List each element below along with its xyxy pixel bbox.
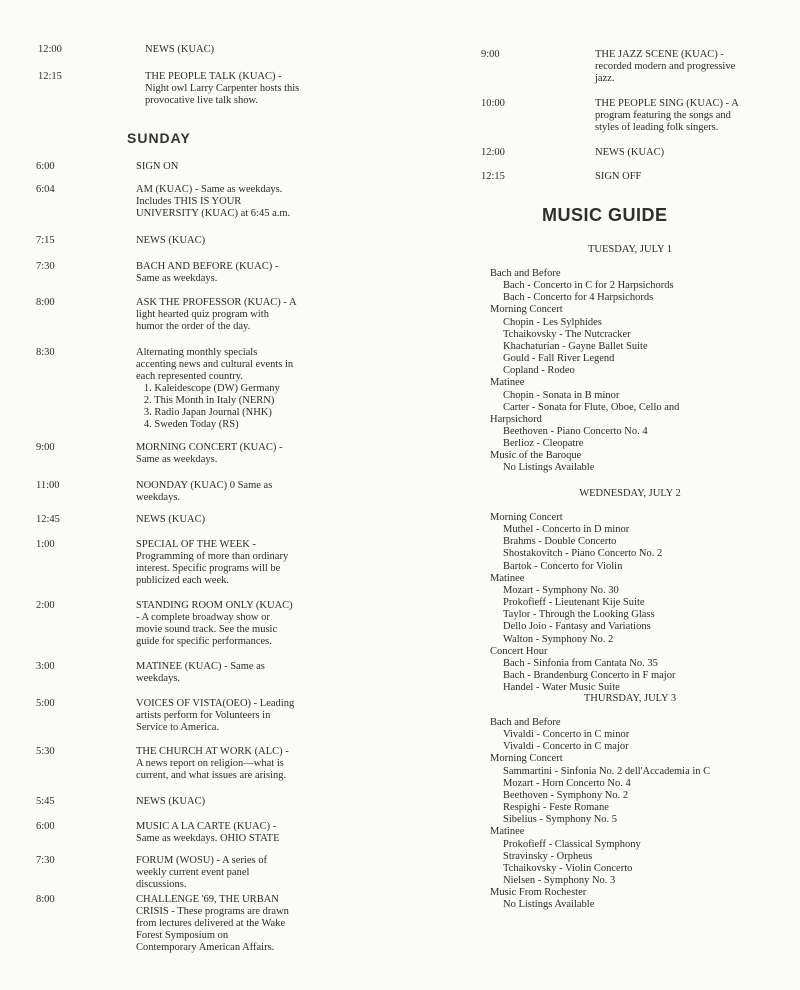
program-description-line: Alternating monthly specials — [136, 347, 258, 358]
time-slot: 10:00 — [481, 98, 505, 109]
guide-listing: Respighi - Feste Romane — [503, 802, 609, 814]
time-slot: 7:30 — [36, 855, 55, 866]
program-description-line: humor the order of the day. — [136, 321, 251, 332]
guide-listing: Chopin - Les Sylphides — [503, 316, 602, 328]
program-description-line: Night owl Larry Carpenter hosts this — [145, 83, 300, 94]
program-description-line: THE PEOPLE SING (KUAC) - A — [595, 98, 739, 109]
guide-listing: Walton - Symphony No. 2 — [503, 633, 614, 645]
time-slot: 3:00 — [36, 661, 55, 672]
guide-program-category: Matinee — [490, 377, 525, 389]
guide-listing: Harpsichord — [490, 413, 542, 425]
time-slot: 12:00 — [38, 44, 62, 55]
guide-program-category: Bach and Before — [490, 717, 561, 728]
time-slot: 7:30 — [36, 261, 55, 272]
time-slot: 2:00 — [36, 600, 55, 611]
guide-program-category: Morning Concert — [490, 753, 563, 765]
guide-listing: Carter - Sonata for Flute, Oboe, Cello and — [503, 401, 680, 413]
time-slot: 1:00 — [36, 539, 55, 550]
program-description-line: FORUM (WOSU) - A series of — [136, 855, 267, 866]
time-slot: 7:15 — [36, 235, 55, 246]
guide-listing: Prokofieff - Lieutenant Kije Suite — [503, 597, 645, 609]
program-description-line: weekdays. — [136, 673, 181, 684]
guide-listing: Taylor - Through the Looking Glass — [503, 609, 655, 621]
guide-listing: No Listings Available — [503, 899, 595, 911]
guide-listing: Sibelius - Symphony No. 5 — [503, 814, 618, 826]
program-description-line: jazz. — [595, 73, 615, 84]
time-slot: 6:04 — [36, 184, 55, 195]
program-description-line: 2. This Month in Italy (NERN) — [136, 395, 275, 406]
guide-listing: Muthel - Concerto in D minor — [503, 524, 630, 536]
program-description-line: provocative live talk show. — [145, 95, 259, 106]
guide-listing: Bach - Sinfonia from Cantata No. 35 — [503, 657, 658, 669]
time-slot: 12:15 — [38, 71, 62, 82]
program-description-line: guide for specific performances. — [136, 636, 272, 647]
guide-listing: Prokofieff - Classical Symphony — [503, 838, 641, 850]
program-description-line: Forest Symposium on — [136, 930, 229, 941]
program-description-line: Includes THIS IS YOUR — [136, 196, 242, 207]
guide-program-category: Matinee — [490, 826, 525, 838]
program-description-line: STANDING ROOM ONLY (KUAC) — [136, 600, 293, 611]
guide-listing: Mozart - Symphony No. 30 — [503, 584, 619, 596]
time-slot: 5:30 — [36, 746, 55, 757]
program-description-line: 3. Radio Japan Journal (NHK) — [136, 407, 272, 418]
program-description-line: A news report on religion—what is — [136, 758, 284, 769]
program-description-line: NEWS (KUAC) — [145, 44, 215, 55]
sunday-heading: SUNDAY — [127, 130, 191, 146]
guide-listing: Bartok - Concerto for Violin — [503, 560, 623, 572]
program-description-line: MATINEE (KUAC) - Same as — [136, 661, 265, 672]
program-description-line: THE JAZZ SCENE (KUAC) - — [595, 49, 724, 60]
program-description-line: weekly current event panel — [136, 867, 250, 878]
program-description-line: NEWS (KUAC) — [136, 514, 206, 525]
time-slot: 8:30 — [36, 347, 55, 358]
time-slot: 5:45 — [36, 796, 55, 807]
guide-program-category: Music From Rochester — [490, 887, 587, 899]
guide-listing: Mozart - Horn Concerto No. 4 — [503, 777, 631, 789]
guide-program-category: Bach and Before — [490, 268, 561, 279]
time-slot: 8:00 — [36, 297, 55, 308]
program-description-line: weekdays. — [136, 492, 181, 503]
guide-listing: Bach - Concerto in C for 2 Harpsichords — [503, 280, 674, 292]
program-description-line: Same as weekdays. — [136, 454, 218, 465]
guide-program-category: Morning Concert — [490, 304, 563, 316]
guide-date-heading: WEDNESDAY, JULY 2 — [579, 488, 681, 499]
time-slot: 8:00 — [36, 894, 55, 905]
guide-listing: Handel - Water Music Suite — [503, 682, 620, 694]
time-slot: 6:00 — [36, 161, 55, 172]
time-slot: 12:15 — [481, 171, 505, 182]
time-slot: 12:00 — [481, 147, 505, 158]
guide-listing: Tchaikovsky - The Nutcracker — [503, 328, 631, 340]
guide-listing: No Listings Available — [503, 462, 595, 474]
program-description-line: Same as weekdays. OHIO STATE — [136, 833, 280, 844]
guide-listing: Chopin - Sonata in B minor — [503, 389, 620, 401]
guide-date-heading: THURSDAY, JULY 3 — [583, 693, 677, 704]
program-description-line: UNIVERSITY (KUAC) at 6:45 a.m. — [136, 208, 291, 219]
program-description-line: SPECIAL OF THE WEEK - — [136, 539, 256, 550]
program-description-line: MUSIC A LA CARTE (KUAC) - — [136, 821, 277, 832]
guide-listing: Sammartini - Sinfonia No. 2 dell'Accademia in C — [503, 765, 711, 777]
program-description-line: 1. Kaleidescope (DW) Germany — [136, 383, 280, 394]
program-description-line: CRISIS - These programs are drawn — [136, 906, 289, 917]
time-slot: 11:00 — [36, 480, 60, 491]
guide-program-category: Music of the Baroque — [490, 450, 582, 462]
guide-program-category: Morning Concert — [490, 512, 563, 523]
guide-listing: Vivaldi - Concerto in C minor — [503, 729, 630, 741]
guide-listing: Stravinsky - Orpheus — [503, 850, 593, 862]
time-slot: 5:00 — [36, 698, 55, 709]
guide-listing: Bach - Brandenburg Concerto in F major — [503, 669, 676, 681]
program-description-line: artists perform for Volunteers in — [136, 710, 271, 721]
program-description-line: styles of leading folk singers. — [595, 122, 719, 133]
program-description-line: BACH AND BEFORE (KUAC) - — [136, 261, 279, 272]
program-description-line: from lectures delivered at the Wake — [136, 918, 286, 929]
guide-listing: Gould - Fall River Legend — [503, 353, 615, 365]
guide-listing: Bach - Concerto for 4 Harpsichords — [503, 292, 654, 304]
program-description-line: light hearted quiz program with — [136, 309, 269, 320]
program-description-line: NOONDAY (KUAC) 0 Same as — [136, 480, 273, 491]
guide-listing: Beethoven - Symphony No. 2 — [503, 789, 629, 801]
program-description-line: SIGN ON — [136, 161, 179, 172]
program-description-line: accenting news and cultural events in — [136, 359, 294, 370]
program-description-line: 4. Sweden Today (RS) — [136, 419, 239, 430]
program-description-line: interest. Specific programs will be — [136, 563, 281, 574]
time-slot: 9:00 — [481, 49, 500, 60]
program-description-line: discussions. — [136, 879, 187, 890]
program-description-line: THE CHURCH AT WORK (ALC) - — [136, 746, 289, 757]
guide-listing: Copland - Rodeo — [503, 365, 575, 377]
guide-listing: Dello Joio - Fantasy and Variations — [503, 621, 651, 633]
program-description-line: NEWS (KUAC) — [595, 147, 665, 158]
program-description-line: ASK THE PROFESSOR (KUAC) - A — [136, 297, 297, 308]
program-description-line: program featuring the songs and — [595, 110, 731, 121]
program-description-line: recorded modern and progressive — [595, 61, 736, 72]
guide-listing: Tchaikovsky - Violin Concerto — [503, 862, 633, 874]
program-description-line: CHALLENGE '69, THE URBAN — [136, 894, 279, 905]
program-description-line: NEWS (KUAC) — [136, 796, 206, 807]
program-description-line: Service to America. — [136, 722, 220, 733]
program-description-line: Contemporary American Affairs. — [136, 942, 275, 953]
program-description-line: NEWS (KUAC) — [136, 235, 206, 246]
program-description-line: movie sound track. See the music — [136, 624, 278, 635]
guide-date-heading: TUESDAY, JULY 1 — [587, 244, 673, 255]
time-slot: 6:00 — [36, 821, 55, 832]
music-guide-title: MUSIC GUIDE — [542, 205, 668, 225]
program-description-line: Same as weekdays. — [136, 273, 218, 284]
program-description-line: publicized each week. — [136, 575, 229, 586]
guide-listing: Brahms - Double Concerto — [503, 536, 617, 548]
guide-listing: Beethoven - Piano Concerto No. 4 — [503, 425, 648, 437]
time-slot: 12:45 — [36, 514, 60, 525]
program-description-line: current, and what issues are arising. — [136, 770, 287, 781]
time-slot: 9:00 — [36, 442, 55, 453]
program-description-line: SIGN OFF — [595, 171, 642, 182]
guide-listing: Shostakovitch - Piano Concerto No. 2 — [503, 548, 663, 560]
program-description-line: - A complete broadway show or — [136, 612, 270, 623]
program-description-line: MORNING CONCERT (KUAC) - — [136, 442, 283, 453]
program-description-line: VOICES OF VISTA(OEO) - Leading — [136, 698, 295, 709]
guide-listing: Berlioz - Cleopatre — [503, 438, 584, 450]
program-description-line: AM (KUAC) - Same as weekdays. — [136, 184, 283, 195]
guide-listing: Vivaldi - Concerto in C major — [503, 741, 629, 753]
program-description-line: THE PEOPLE TALK (KUAC) - — [145, 71, 282, 82]
guide-program-category: Matinee — [490, 572, 525, 584]
program-description-line: each represented country. — [136, 371, 243, 382]
guide-program-category: Concert Hour — [490, 645, 548, 657]
guide-listing: Khachaturian - Gayne Ballet Suite — [503, 340, 648, 352]
guide-listing: Nielsen - Symphony No. 3 — [503, 874, 616, 886]
program-description-line: Programming of more than ordinary — [136, 551, 289, 562]
